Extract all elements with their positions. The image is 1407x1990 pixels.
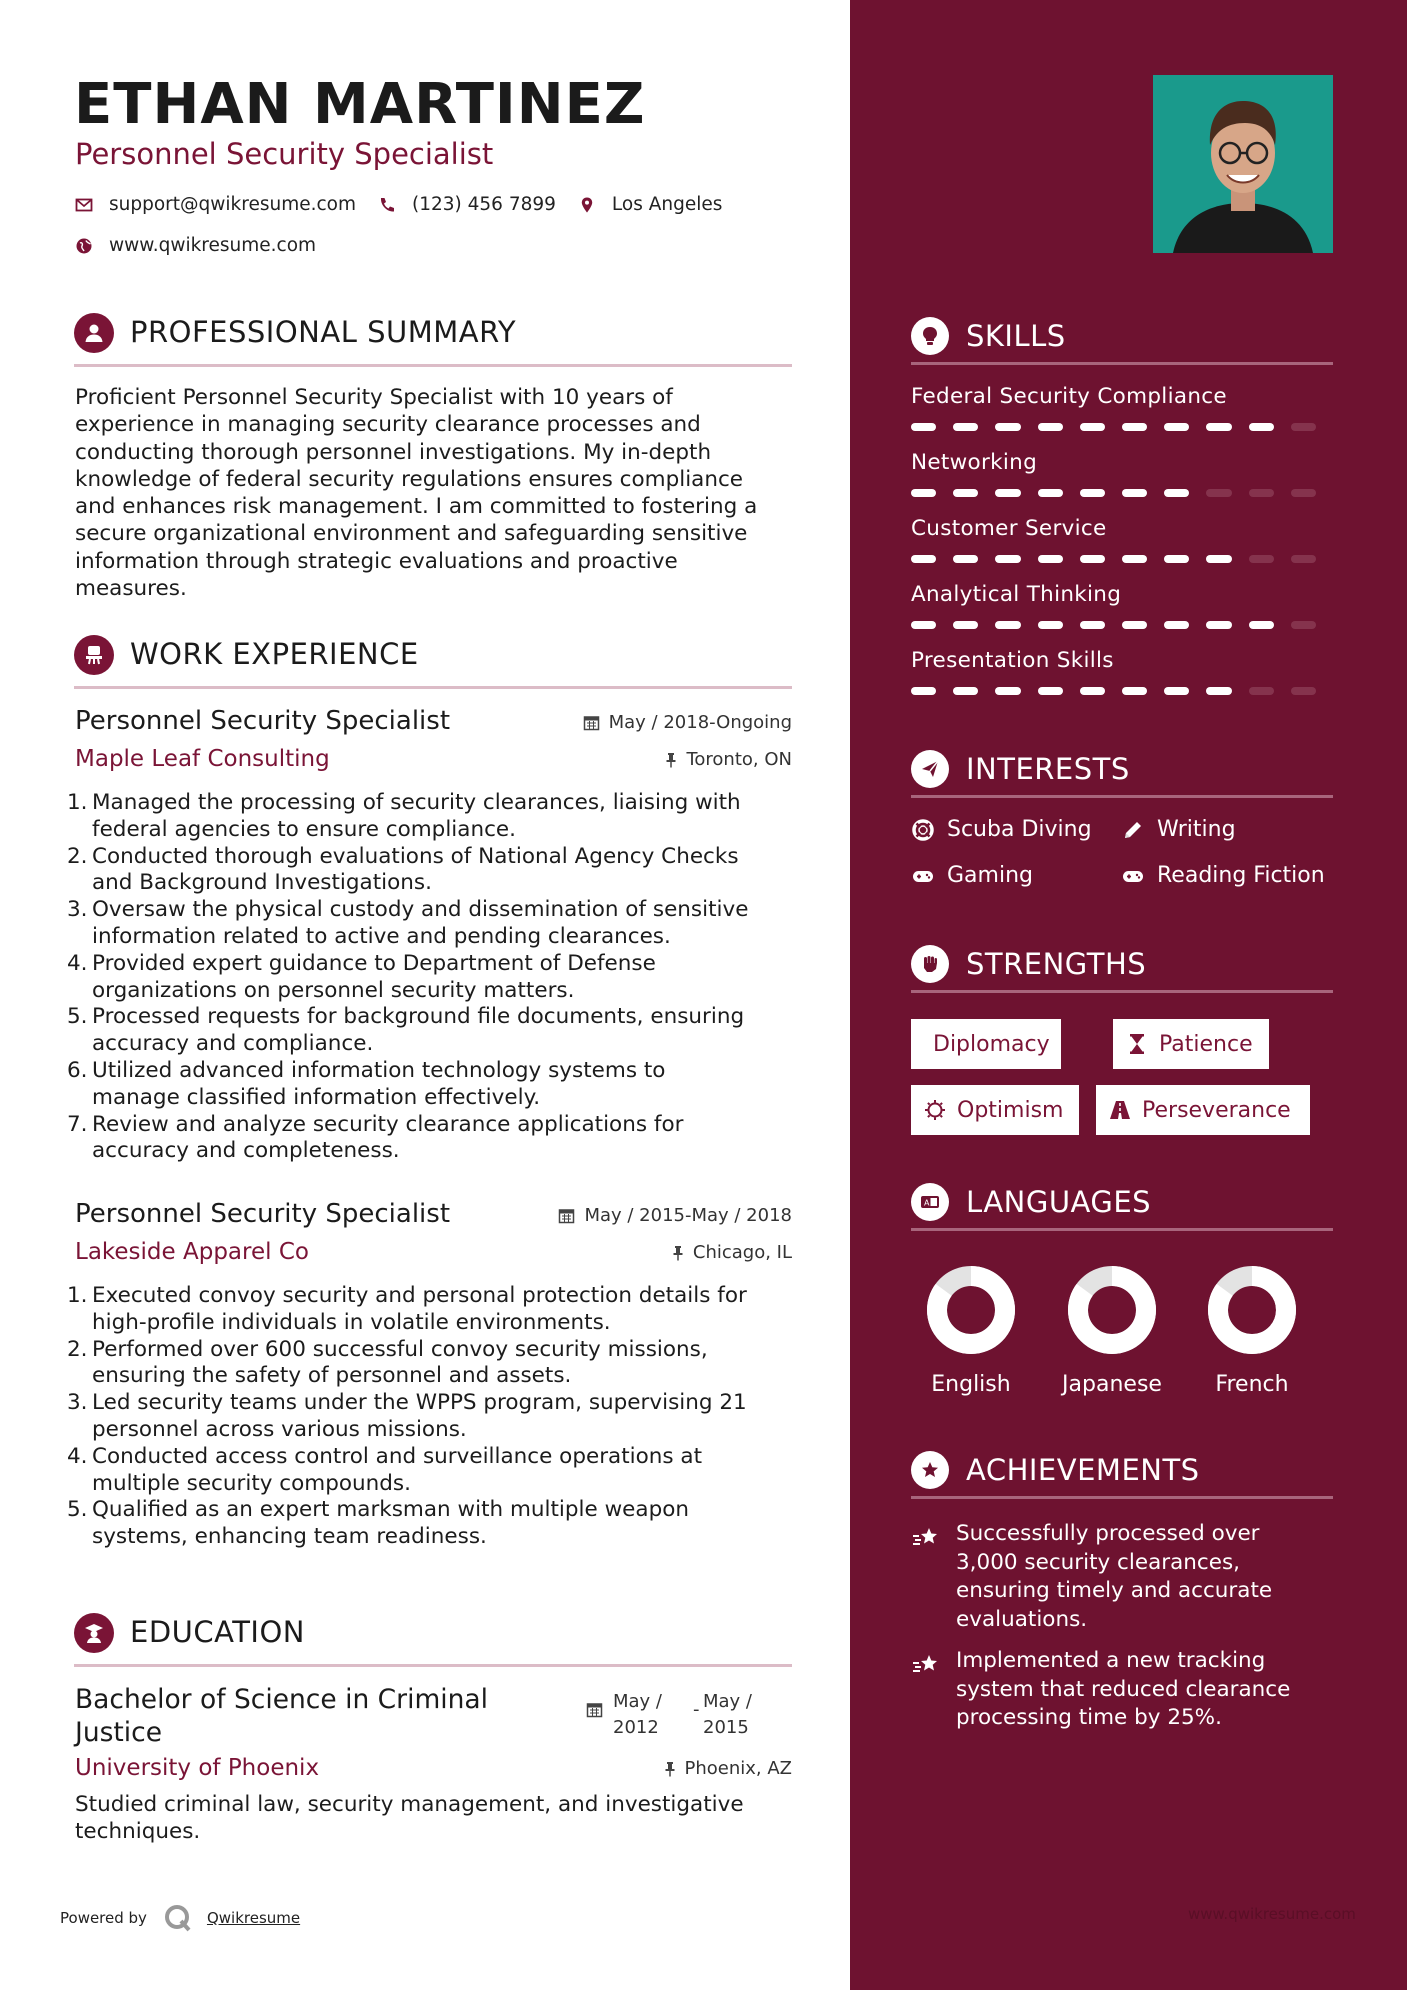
powered-by bbox=[60, 1903, 300, 1933]
summary-text bbox=[75, 384, 795, 602]
list-item: 1. Managed the processing of security clearances, liaising with federal agencies to ensure compliance. bbox=[67, 790, 741, 842]
skill-level-segment bbox=[995, 621, 1020, 629]
interest-label: Scuba Diving bbox=[947, 817, 1092, 842]
school-name: University of Phoenix bbox=[75, 1755, 320, 1781]
skill-level-segment bbox=[1291, 555, 1316, 563]
education-location-text: Phoenix, AZ bbox=[684, 1758, 792, 1779]
skill-name: Customer Service bbox=[911, 516, 1107, 541]
skill-level-segment bbox=[1291, 687, 1316, 695]
calendar-icon bbox=[583, 714, 600, 731]
candidate-role: Personnel Security Specialist bbox=[75, 137, 494, 171]
skill-level-segment bbox=[1122, 621, 1147, 629]
language-item bbox=[1057, 1266, 1167, 1397]
skill-level-segment bbox=[1080, 621, 1105, 629]
skills-section-title: SKILLS bbox=[966, 319, 1066, 353]
language-level-donut bbox=[1068, 1266, 1156, 1354]
summary-line: experience in managing security clearance processes and bbox=[75, 412, 701, 438]
achievement-text: Implemented a new tracking system that reduced clearance processing time by 25%. bbox=[956, 1648, 1291, 1730]
list-item: 1. Executed convoy security and personal protection details for high-profile individuals in volatile environments. bbox=[67, 1283, 747, 1335]
email-text: support@qwikresume.com bbox=[109, 194, 356, 215]
list-item: 5. Qualified as an expert marksman with multiple weapon systems, enhancing team readiness. bbox=[67, 1497, 690, 1550]
skill-level-segment bbox=[911, 621, 936, 629]
list-item: 2. Performed over 600 successful convoy security missions, ensuring the safety of personnel and assets. bbox=[67, 1336, 708, 1389]
strength-label: Optimism bbox=[957, 1097, 1064, 1123]
education-section-header bbox=[74, 1613, 792, 1667]
list-item: 4. Conducted access control and surveillance operations at multiple security compounds. bbox=[67, 1443, 703, 1496]
skill-level-segment bbox=[1080, 555, 1105, 563]
road-icon bbox=[1108, 1098, 1132, 1122]
skill-level-segment bbox=[1249, 621, 1274, 629]
degree-title bbox=[75, 1683, 535, 1749]
footer-url[interactable]: www.qwikresume.com bbox=[1188, 1905, 1356, 1923]
education-location bbox=[664, 1758, 793, 1779]
job-location-text: Chicago, IL bbox=[692, 1242, 792, 1263]
summary-line: Proficient Personnel Security Specialist with 10 years of bbox=[75, 385, 673, 410]
fist-icon bbox=[911, 945, 949, 983]
languages-section-title: LANGUAGES bbox=[966, 1185, 1152, 1219]
education-dates bbox=[586, 1689, 783, 1741]
skill-level-segment bbox=[1206, 423, 1231, 431]
svg-text:A: A bbox=[924, 1198, 930, 1208]
skill-level-bar bbox=[911, 621, 1333, 629]
website-text: www.qwikresume.com bbox=[109, 235, 317, 256]
job-location bbox=[665, 749, 792, 770]
skill-level-segment bbox=[1249, 555, 1274, 563]
hourglass-icon bbox=[1125, 1032, 1149, 1056]
achievement-item bbox=[911, 1647, 1331, 1733]
skill-level-segment bbox=[1038, 489, 1063, 497]
globe-icon bbox=[75, 237, 93, 255]
interest-label: Writing bbox=[1157, 817, 1236, 842]
contact-row-2 bbox=[75, 235, 338, 256]
strength-label: Diplomacy bbox=[933, 1031, 1050, 1057]
paper-plane-icon bbox=[911, 750, 949, 788]
contact-website[interactable] bbox=[75, 235, 316, 256]
summary-section-header bbox=[74, 313, 792, 367]
pin-icon bbox=[664, 1761, 676, 1777]
contact-email[interactable] bbox=[75, 194, 356, 215]
summary-line: measures. bbox=[75, 576, 187, 602]
shooting-star-icon bbox=[911, 1652, 941, 1678]
education-section-title: EDUCATION bbox=[130, 1615, 306, 1649]
skill-item bbox=[911, 582, 1333, 607]
job-date bbox=[558, 1205, 792, 1226]
job-bullets bbox=[67, 1283, 797, 1551]
skill-level-segment bbox=[1122, 687, 1147, 695]
pencil-icon bbox=[1121, 818, 1145, 842]
list-item: 3. Oversaw the physical custody and dissemination of sensitive information related to active and pending clearances. bbox=[67, 897, 749, 949]
map-marker-icon bbox=[578, 196, 596, 214]
skill-level-segment bbox=[953, 687, 978, 695]
list-item: 6. Utilized advanced information technology systems to manage classified information effectively. bbox=[67, 1057, 666, 1110]
star-badge-icon bbox=[911, 1451, 949, 1489]
summary-line: secure organizational environment and safeguarding sensitive bbox=[75, 521, 748, 547]
summary-line: knowledge of federal security regulations ensures compliance bbox=[75, 466, 744, 492]
skill-level-segment bbox=[911, 423, 936, 431]
skill-level-segment bbox=[1206, 621, 1231, 629]
skill-level-segment bbox=[953, 423, 978, 431]
skill-level-segment bbox=[1206, 687, 1231, 695]
job-title: Personnel Security Specialist bbox=[75, 706, 451, 736]
skill-level-segment bbox=[1291, 489, 1316, 497]
skill-item bbox=[911, 450, 1333, 475]
skill-item bbox=[911, 516, 1333, 541]
strength-chip bbox=[911, 1019, 1061, 1069]
skill-level-segment bbox=[1291, 621, 1316, 629]
profile-photo bbox=[1153, 75, 1333, 253]
skill-level-bar bbox=[911, 555, 1333, 563]
envelope-icon bbox=[75, 196, 93, 214]
achievement-item bbox=[911, 1520, 1331, 1634]
end-date: May / 2015 bbox=[703, 1691, 752, 1738]
strengths-section-title: STRENGTHS bbox=[966, 947, 1147, 981]
language-level-donut bbox=[1208, 1266, 1296, 1354]
strength-chip bbox=[1113, 1019, 1269, 1069]
skill-name: Federal Security Compliance bbox=[911, 384, 1227, 409]
skill-level-bar bbox=[911, 687, 1333, 695]
skill-level-segment bbox=[1080, 687, 1105, 695]
interest-item bbox=[911, 817, 1092, 842]
skill-level-segment bbox=[1249, 489, 1274, 497]
language-name: French bbox=[1215, 1372, 1289, 1397]
degree-line: Bachelor of Science in Criminal bbox=[75, 1684, 489, 1715]
job-title: Personnel Security Specialist bbox=[75, 1199, 451, 1229]
achievements-section-header bbox=[911, 1451, 1333, 1499]
lightbulb-icon bbox=[911, 317, 949, 355]
job-date-text: May / 2018-Ongoing bbox=[608, 712, 792, 733]
strength-chip bbox=[1096, 1085, 1310, 1135]
skill-level-segment bbox=[953, 489, 978, 497]
achievement-text: Successfully processed over 3,000 security clearances, ensuring timely and accurate evaluations. bbox=[956, 1521, 1273, 1632]
skill-level-segment bbox=[1164, 555, 1189, 563]
skill-level-segment bbox=[911, 489, 936, 497]
life-ring-icon bbox=[911, 818, 935, 842]
experience-section-header bbox=[74, 635, 792, 689]
skill-level-segment bbox=[1206, 489, 1231, 497]
interest-label: Reading Fiction bbox=[1157, 863, 1325, 888]
skill-level-segment bbox=[1080, 489, 1105, 497]
job-location-text: Toronto, ON bbox=[686, 749, 792, 770]
skill-level-segment bbox=[1206, 555, 1231, 563]
skill-level-segment bbox=[1080, 423, 1105, 431]
job-bullets bbox=[67, 790, 797, 1165]
qwikresume-logo-icon bbox=[163, 1903, 193, 1933]
achievements-section-title: ACHIEVEMENTS bbox=[966, 1453, 1200, 1487]
skill-level-segment bbox=[1164, 687, 1189, 695]
start-date: May / 2012 bbox=[613, 1691, 662, 1738]
skill-level-segment bbox=[1038, 687, 1063, 695]
language-item bbox=[1197, 1266, 1307, 1397]
language-level-donut bbox=[927, 1266, 1015, 1354]
skill-level-segment bbox=[995, 489, 1020, 497]
list-item: 2. Conducted thorough evaluations of National Agency Checks and Background Investigations. bbox=[67, 843, 739, 896]
skill-level-segment bbox=[953, 555, 978, 563]
graduate-icon bbox=[74, 1613, 114, 1653]
summary-section-title: PROFESSIONAL SUMMARY bbox=[130, 315, 517, 349]
list-item: 4. Provided expert guidance to Department of Defense organizations on personnel security matters. bbox=[67, 950, 656, 1003]
experience-section-title: WORK EXPERIENCE bbox=[130, 637, 419, 671]
strength-label: Patience bbox=[1159, 1031, 1253, 1057]
interest-item bbox=[911, 863, 1033, 888]
skill-level-segment bbox=[995, 423, 1020, 431]
job-company: Maple Leaf Consulting bbox=[75, 746, 330, 772]
interest-label: Gaming bbox=[947, 863, 1033, 888]
summary-line: information through strategic evaluations and proactive bbox=[75, 548, 678, 574]
interests-section-title: INTERESTS bbox=[966, 752, 1130, 786]
skill-name: Analytical Thinking bbox=[911, 582, 1122, 607]
skill-level-segment bbox=[1164, 621, 1189, 629]
list-item: 5. Processed requests for background file documents, ensuring accuracy and compliance. bbox=[67, 1004, 745, 1057]
skill-level-segment bbox=[1122, 489, 1147, 497]
skill-level-segment bbox=[1038, 621, 1063, 629]
gamepad-icon bbox=[911, 864, 935, 888]
strengths-section-header bbox=[911, 945, 1333, 993]
skill-level-segment bbox=[1164, 423, 1189, 431]
skill-level-segment bbox=[1164, 489, 1189, 497]
contact-phone[interactable] bbox=[378, 194, 556, 215]
skill-level-segment bbox=[995, 687, 1020, 695]
skill-level-segment bbox=[911, 687, 936, 695]
job-company: Lakeside Apparel Co bbox=[75, 1239, 309, 1265]
list-item: 3. Led security teams under the WPPS program, supervising 21 personnel across various missions. bbox=[67, 1390, 747, 1442]
user-icon bbox=[74, 313, 114, 353]
powered-by-brand[interactable]: Qwikresume bbox=[206, 1909, 301, 1927]
skill-level-segment bbox=[1038, 423, 1063, 431]
skill-level-segment bbox=[1249, 423, 1274, 431]
powered-by-label: Powered by bbox=[60, 1909, 147, 1927]
skill-name: Networking bbox=[911, 450, 1038, 475]
sun-icon bbox=[923, 1098, 947, 1122]
skill-name: Presentation Skills bbox=[911, 648, 1114, 673]
date-separator: - bbox=[693, 1699, 700, 1720]
location-text: Los Angeles bbox=[611, 194, 723, 215]
skill-level-segment bbox=[995, 555, 1020, 563]
skill-level-segment bbox=[1038, 555, 1063, 563]
candidate-name: ETHAN MARTINEZ bbox=[74, 72, 646, 137]
interest-item bbox=[1121, 817, 1236, 842]
phone-text: (123) 456 7899 bbox=[412, 194, 556, 215]
job-date bbox=[583, 712, 792, 733]
languages-section-header bbox=[911, 1183, 1333, 1231]
calendar-icon bbox=[558, 1207, 575, 1224]
education-description: Studied criminal law, security management, and investigative techniques. bbox=[75, 1792, 744, 1844]
summary-line: and enhances risk management. I am committed to fostering a bbox=[75, 494, 758, 520]
calendar-icon bbox=[586, 1701, 603, 1718]
contact-row bbox=[75, 194, 744, 215]
skill-level-segment bbox=[1122, 423, 1147, 431]
strength-label: Perseverance bbox=[1142, 1097, 1291, 1123]
job-date-text: May / 2015-May / 2018 bbox=[584, 1205, 792, 1226]
skill-item bbox=[911, 384, 1333, 409]
pin-icon bbox=[665, 752, 677, 768]
list-item: 7. Review and analyze security clearance applications for accuracy and completeness. bbox=[67, 1111, 684, 1164]
degree-line: Justice bbox=[75, 1717, 163, 1748]
gamepad-icon bbox=[1121, 864, 1145, 888]
language-name: English bbox=[931, 1372, 1011, 1397]
language-name: Japanese bbox=[1062, 1372, 1162, 1397]
summary-line: conducting thorough personnel investigations. My in-depth bbox=[75, 439, 712, 465]
interests-section-header bbox=[911, 750, 1333, 798]
skills-section-header bbox=[911, 317, 1333, 365]
shooting-star-icon bbox=[911, 1525, 941, 1551]
phone-icon bbox=[378, 196, 396, 214]
skill-level-bar bbox=[911, 489, 1333, 497]
job-location bbox=[672, 1242, 792, 1263]
strength-chip bbox=[911, 1085, 1079, 1135]
skill-level-segment bbox=[1122, 555, 1147, 563]
skill-level-segment bbox=[911, 555, 936, 563]
skill-item bbox=[911, 648, 1333, 673]
sidebar bbox=[850, 0, 1407, 1990]
skill-level-bar bbox=[911, 423, 1333, 431]
skill-level-segment bbox=[1249, 687, 1274, 695]
briefcase-chair-icon bbox=[74, 635, 114, 675]
language-item bbox=[916, 1266, 1026, 1397]
language-icon bbox=[911, 1183, 949, 1221]
interest-item bbox=[1121, 863, 1325, 888]
skill-level-segment bbox=[1291, 423, 1316, 431]
pin-icon bbox=[672, 1245, 684, 1261]
skill-level-segment bbox=[953, 621, 978, 629]
contact-location bbox=[578, 194, 723, 215]
